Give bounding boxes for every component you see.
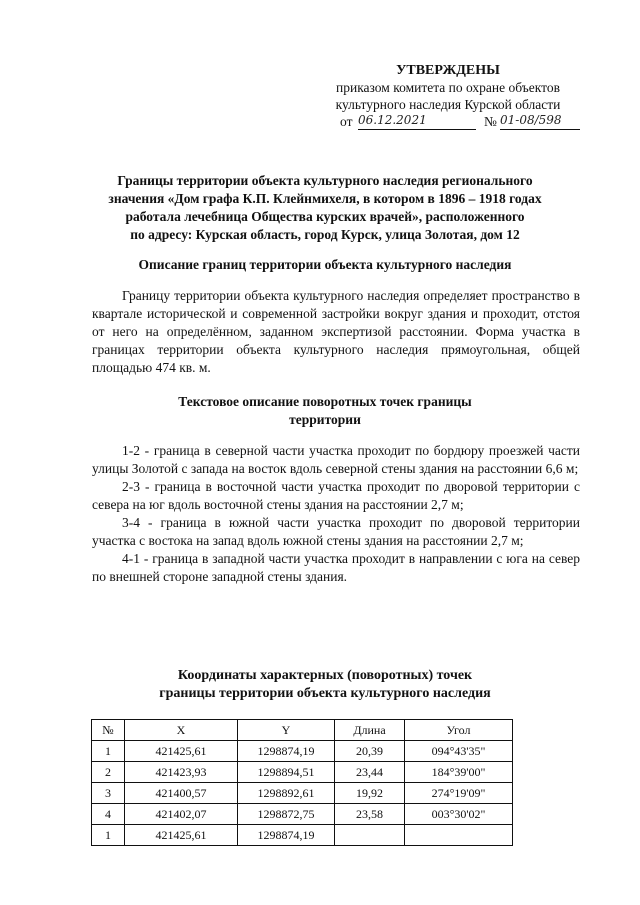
section-heading-coordinates [90, 667, 560, 703]
approval-block [318, 62, 578, 131]
document-title [90, 172, 560, 244]
table-row [92, 783, 513, 804]
cell-length: 20,39 [335, 741, 405, 762]
cell-x: 421402,07 [125, 804, 238, 825]
handwritten-number: 01-08/598 [500, 112, 580, 130]
title-line: значения «Дом графа К.П. Клейнмихеля, в котором в 1896 – 1918 годах [108, 191, 542, 206]
boundaries-paragraph: Границу территории объекта культурного наследия определяет пространство в квартале исторической и современной застройки вокруг здания и проходит, отстоя от него на определённом, заданном экспертизой расстоянии. Форма участка в границах территории объекта культурного наследия прямоугольная, общей площадью 474 кв. м. [92, 288, 580, 375]
approval-line-1: приказом комитета по охране объектов [336, 80, 560, 95]
handwritten-date: 06.12.2021 [358, 112, 476, 130]
cell-angle: 003°30'02" [405, 804, 513, 825]
table-row [92, 741, 513, 762]
turning-point-item: 2-3 - граница в восточной части участка проходит по дворовой территории с севера на юг вдоль восточной стены здания на расстоянии 2,7 м; [92, 479, 580, 512]
cell-angle: 184°39'00" [405, 762, 513, 783]
boundaries-description [92, 287, 580, 377]
cell-x: 421423,93 [125, 762, 238, 783]
cell-number: 1 [92, 741, 125, 762]
cell-x: 421400,57 [125, 783, 238, 804]
approval-line-2: культурного наследия Курской области [335, 97, 561, 112]
cell-x: 421425,61 [125, 825, 238, 846]
column-header-angle: Угол [405, 720, 513, 741]
cell-number: 3 [92, 783, 125, 804]
turning-points-list [92, 442, 580, 586]
table-row [92, 762, 513, 783]
cell-y: 1298894,51 [238, 762, 335, 783]
column-header-x: X [125, 720, 238, 741]
cell-y: 1298874,19 [238, 741, 335, 762]
title-line: работала лечебница Общества курских врачей», расположенного [125, 209, 525, 224]
section-heading-turning-points [90, 393, 560, 429]
cell-length: 23,58 [335, 804, 405, 825]
cell-angle [405, 825, 513, 846]
table-header-row [92, 720, 513, 741]
cell-length: 19,92 [335, 783, 405, 804]
column-header-y: Y [238, 720, 335, 741]
table-row [92, 804, 513, 825]
turning-point-item: 4-1 - граница в западной части участка проходит в направлении с юга на север по внешней стороне западной стены здания. [92, 551, 580, 584]
number-label: № [484, 114, 497, 129]
heading-line: территории [289, 412, 361, 427]
cell-angle: 094°43'35" [405, 741, 513, 762]
turning-point-item: 3-4 - граница в южной части участка проходит по дворовой территории участка с востока на запад вдоль южной стены здания на расстоянии 2,7 м; [92, 515, 580, 548]
heading-line: Координаты характерных (поворотных) точек [177, 668, 473, 683]
from-label: от [340, 114, 353, 129]
cell-y: 1298872,75 [238, 804, 335, 825]
table-row [92, 825, 513, 846]
turning-point-item: 1-2 - граница в северной части участка проходит по бордюру проезжей части улицы Золотой с запада на восток вдоль северной стены здания на расстоянии 6,6 м; [92, 443, 580, 476]
title-line: по адресу: Курская область, город Курск, улица Золотая, дом 12 [130, 227, 520, 242]
cell-length: 23,44 [335, 762, 405, 783]
cell-angle: 274°19'09" [405, 783, 513, 804]
coordinates-table [91, 719, 513, 846]
cell-number: 1 [92, 825, 125, 846]
approval-heading: УТВЕРЖДЕНЫ [396, 63, 500, 78]
column-header-length: Длина [335, 720, 405, 741]
cell-number: 4 [92, 804, 125, 825]
cell-x: 421425,61 [125, 741, 238, 762]
cell-number: 2 [92, 762, 125, 783]
title-line: Границы территории объекта культурного наследия регионального [117, 173, 533, 188]
cell-length [335, 825, 405, 846]
section-heading-boundaries: Описание границ территории объекта культурного наследия [138, 257, 512, 272]
column-header-number: № [92, 720, 125, 741]
heading-line: границы территории объекта культурного наследия [159, 686, 491, 701]
cell-y: 1298892,61 [238, 783, 335, 804]
approval-date-number-line [318, 113, 578, 131]
heading-line: Текстовое описание поворотных точек границы [178, 394, 472, 409]
cell-y: 1298874,19 [238, 825, 335, 846]
